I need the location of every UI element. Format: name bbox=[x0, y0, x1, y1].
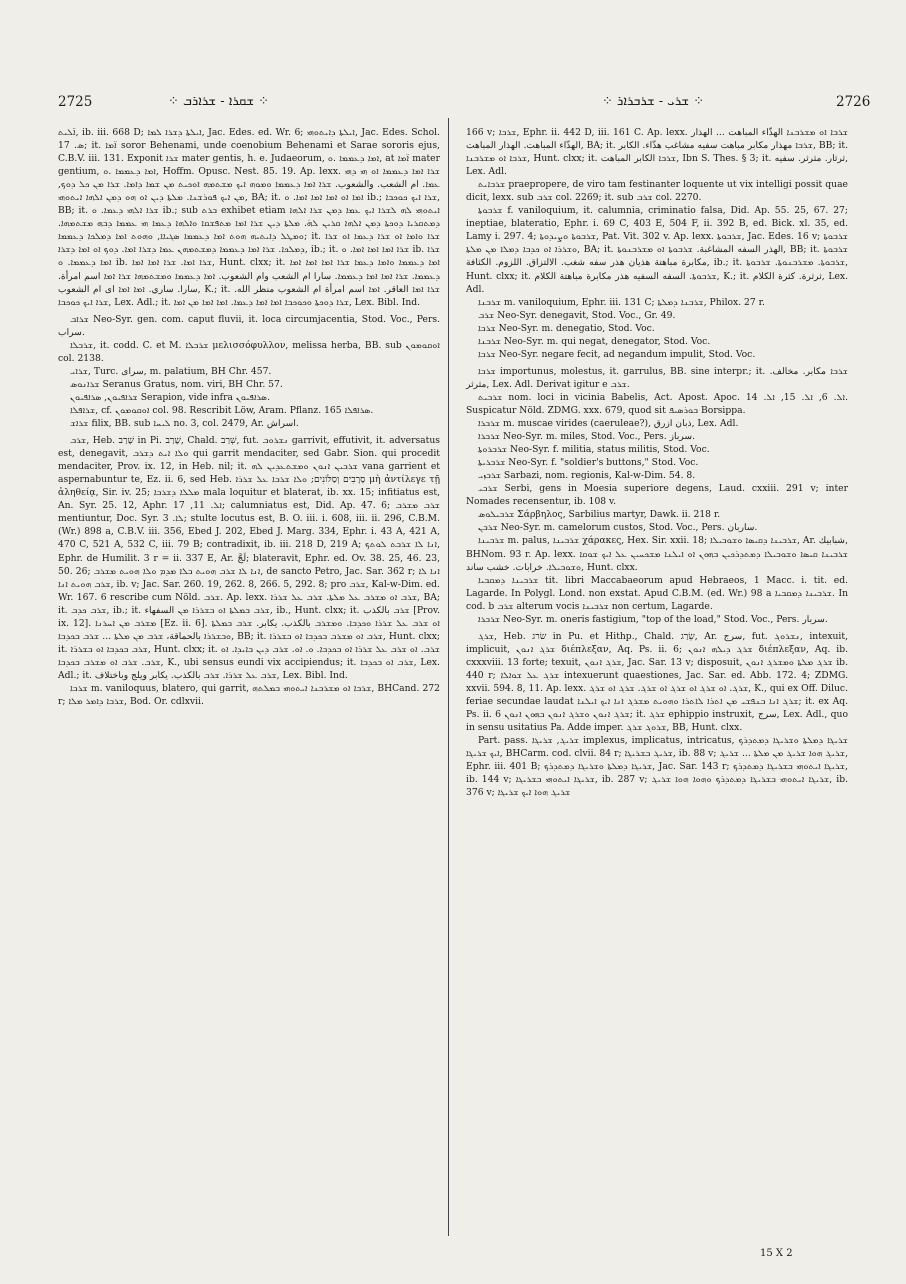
running-head-left: ⁘ ܫܩܪܐ - ܫܪܐܪܒ ⁘ bbox=[168, 94, 270, 109]
entry-paragraph: Part. pass. ܫܪܝܓ, ܫܪܝܓܐ implexus, implicatus, intricatus, ܫܪܝܓܐ ܕܡܠܬܐ ܘܫܪܝܓܐ ܕܡܬܕܪܟ ܐܝܟ ܫܪܝܓܐ, BHCarm. cod. clvii. 84 r; ܫܪܝܓ ܒܫܪܝܓܐ, ib. 88 v; ܫܪܝܓ ܗܘܐ ܫܪܝܓ ܡܢ ܡܠܬܐ ... ܫܪܝܓ, Ephr. iii. 401 B; ܫܪܝܓܐ ܕܡܠܬܐ ܘܫܪܝܓܐ ܕܡܬܕܪܟ, Jac. Sar. 143 r; ܫܪܝܓܐ ܐܝܬܘܗܝ ܒܫܪܝܓܐ ܕܡܬܕܪܟ, ib. 144 v; ܫܪܝܓܐ ܐܝܬܘܗܝ ܒܫܪܝܓܐ, ib. 287 v; ܫܪܝܓܐ ܐܝܬܘܗܝ ܒܫܪܝܓܐ ܕܡܬܕܪܟ ܘܗܘܐ ܗܘܐ ܫܪܝܓ, ib. 376 v; ܫܪܝܓ ܗܘܐ ܐܝܟ ܫܪܝܓܐ bbox=[466, 735, 849, 799]
entry-paragraph: ܫܪܒܢ Neo-Syr. m. camelorum custos, Stod. Voc., Pers. ساربان. bbox=[478, 522, 758, 534]
entry-paragraph: ܫܪܒܠܐ, it. codd. C. et M. ܫܪܒܠܐ μελισσόφυλλον, melissa herba, BB. sub ܐܘܩܘܡܘܢ col. 2138. bbox=[58, 339, 440, 364]
entry-paragraph: ܫܪܒܐ Neo-Syr. negare fecit, ad negandum impulit, Stod. Voc. bbox=[478, 348, 756, 360]
page-number-right: 2726 bbox=[836, 94, 871, 110]
entry-paragraph: ܫܪܒܪܐ Neo-Syr. m. miles, Stod. Voc., Pers. سرباز. bbox=[478, 431, 696, 443]
entry-paragraph: ܫܪܒܐ Neo-Syr. m. denegatio, Stod. Voc. bbox=[478, 322, 655, 334]
entry-paragraph: 166 v; ܫܪܒܐ, Ephr. ii. 442 D, iii. 161 C. Ap. lexx. ܫܪܒܐ ܐܘ ܡܫܪܒܢܐ الهذّاء المباهت ... الهذار الهذّاء المباهت. الهذار المباهت, BA; it. ܫܪܒܐ مهذار مكابر مباهت سفيه مشاغب هذّاء. الكابر, BB; it. ܫܪܒܐ ܐܘ ܡܫܪܒܢܐ, Hunt. clxx; it. ܫܪܒܐ الكابر المباهت, Ibn S. Thes. § 3; it. ثرثار. مثرثر. سفيه, Lex. Adl. bbox=[466, 127, 848, 178]
entry-paragraph: ܫܪܒܪܐ m. muscae virides (caeruleae?), ذبان ازرق, Lex. Adl. bbox=[478, 418, 739, 430]
entry-paragraph: ܫܪܒܝܠܘܣ Σάρβηλος, Sarbilius martyr, Dawk. ii. 218 r. bbox=[478, 509, 721, 521]
entry-paragraph: ܫܪܒܐ m. vaniloquus, blatero, qui garrit, ܫܪܒܐ ܐܘ ܡܫܪܒܢܐ ܐܝܬܘܗܝ ܒܡܠܬܗ, BHCand. 272 r; ܫܪܒܐ ܕܐܡܪ ܡܠܐ, Bod. Or. cdlxvii. bbox=[58, 682, 441, 708]
entry-paragraph: ܫܪܒܘܬܐ f. vaniloquium, it. calumnia, criminatio falsa, Did. Ap. 55. 25, 67. 27; ineptiae, blateratio, Ephr. i. 69 C, 403 E, 504 F, ii. 392 B, ed. Bick. xl. 35, ed. Lamy i. 297. 4; ܫܪܒܘܬܐ ܘܨܝܕܘܬܐ, Pat. Vit. 302 v. Ap. lexx. ܫܪܒܘܬܐ, Jac. Edes. 16 v; ܫܪܒܘܬܐ ܘܫܪܪܐ ܐܘ ܟܕܒܐ ܕܡܠܐ ܡܢ ܡܠܬܐ, BA; it. الهذر السفه المشاغبة. ܫܪܒܘܬܐ ܐܘ ܡܫܪܒܢܘܬܐ, BB; it. ܫܪܒܘܬܐ مكابرة مباهتة هذيان هذر سفه شغب. الالتزاق. اللزوم. الكثافة, ib.; it. ܫܪܒܘܬܐ. ܡܫܪܒܢܘܬܐ. ܫܪܒܘܬܐ, Hunt. clxx; it. ܫܪܒܘܬܐ. السفه السفيه هذر مكابرة مباهتة الكلام, K.; it. ثرثرة. كثرة الكلام, Lex. Adl. bbox=[466, 205, 849, 295]
entry-paragraph: ܫܪܒܐ importunus, molestus, it. garrulus, BB. sine interpr.; it. ܫܪܒܐ مكابر. مخالف. مثرثر, Lex. Adl. Derivat igitur e ܫܪܒ. bbox=[466, 365, 848, 390]
entry-paragraph: ܫܪܒܝܬ nom. loci in vicinia Babelis, Act. Apost. Apoc. ܐܠ. 6, ܐܠ. 15, ܐܠ. 14. Suspicatur Nöld. ZDMG. xxx. 679, quod sit ܒܘܪܣܝܦ Borsippa. bbox=[466, 391, 848, 416]
entry-paragraph: ܫܪܐܦܝܘܢ, ܣܪܐܦܝܘܢ Serapion, vide infra ܣܪܐܦܝܘܢ. bbox=[70, 391, 271, 403]
entry-paragraph: ܐ̈ܠܝܬ, ib. iii. 668 D; ܐܝܠܬܐ ܕܫܪܐ ܠܡܐ, Jac. Edes. ed. Wr. 6; ܐܝܠܬܐ ܕܐܝܬܘܗܝ, Jac. Edes. Schol. ܣ. 17; it. ܐ̈ܡܐ soror Behenami, unde coenobium Behenami et Sarae sororis ejus, C.B.V. iii. 131. Exponit ܫܪܐ mater gentis, h. e. Judaeorum, ܐܡܐ ܕܥܡܡܐ .ܘ, at ܐ̈ܡܐ mater gentium, ܐܡܐ ܕܥܡܡܐ .ܘ, Hoffm. Opusc. Nest. 85. 19. Ap. lexx. ܫܪܐ ܐܡܐ ܕܥܡܡܐ ܐܘ ܗܝ ܕܗܝ ܥܡܐ. ام الشعب. والشعوب. ܫܪܐ ܐܡܐ ܕܥܡܡܐ ܘܡܘܗ ܐܝܟ ܡܫܬܡܗ ܐܘܟܝܬ ܡܢ ܫܡܐ ܕܐܡܐ. ܫܪܐ ܡܢ ܟܠ ܕܘܟ, ܡܢ ܐܝܟ ܦܘܪܫܢܐ. ܡܠܬܐ ܕܝܢ ܐܘ ܗܘ ܕܡܢ ܐܠܗܐ ܐܝܬܘܗܝ, BA; it. ܐܡܐ ܐܘ ܐܡܐ ܐܡܐ ܐܡܐ. ܘ ib.; ܫܪܐ ܐܝܟ ܟܘܟܒܐ, BB; it. ܫܪܐ ܐܠܗܝ ܕܥܡܐ. ܘ ib.; sub ܒܪܬ exhibet etiam ܐܝܬܘܗܝ ܠܗ ܠܫܪܐ ܐܝܟ ܥܡܐ ܕܡܢ ܫܪܐ ܐܠܗܐ ܕܡܬܩܪܝܐ ܕܘܟܬܐ ܕܡܢ ܐܠܗܐ ܩܪܝܢ ܠܗܿ. ܡܠܬܐ ܕܝܢ ܫܪܐ ܐܡܐ ܡܬܦܫܩܐ ܘܐܠܗܐ ܕܥܡܐ ܗܝ ܥܡܡܐ ܕܒܗ ܡܫܬܡܗܐ. ܘܡܛܠ ܕܐܝܬܝܗ ܗܘܬ ܐܡܐ ܕܥܡܡܐ ܣܓܝܐܐ, ܘܗܘܬ ܐܡܐ ܕܡܠܟܐ ܕܥܡܡܐ; it. ܫܪܐ ܘܐܡܐ ܐܘ ܫܪܐ ܕܥܡܐ ܐܘ ܫܪܐ ܕܡܠܟܐ. ܫܪܐ ܐܡܐ ܕܥܡܡܐ ܕܡܫܬܡܗܢ ܥܡܐ ܕܫܪܐ ܐܡܐ. ܕܘܟ ܐܘ ܐܡܐ ܕܫܪܐ, ib.; it. ܫܪܐ ܐܡܐ ܐܡܐ ܐܡܐ. ܘ ib. ܫܪܐ ܐܡܐ ܕܥܡܡܐ. ܘ ib. ܫܪܐ ܐܡܐ. ܫܪܐ ܐܡܐ ܐܡܐ, Hunt. clxx; it. ܐܡܐ ܕܥܡܡܐ ܘܐܡܐ ܕܥܡܐ ܫܪܐ ܐܡܐ ܐܡܐ ܐܡܐ ܕܥܡܡܐ. ܫܪܐ ܐܡܐ ܐܡܐ ܕܥܡܡܐ. سارا ام الشعب وام الشعوب. ܐܡܐ ܕܥܡܡܐ ܘܡܫܬܡܗܐ ܫܪܐ ܐܡܐ اسم امرأة. سارا. ساري. ܐܡܐ ܐܡܐ اى ام الشعوب, K.; it. ܫܪܐ ܐܡܐ العاقر. ܐܡܐ اسم امرأة ام الشعوب منظر الله. ܫܪܐ ܐܝܟ ܟܘܟܒܐ, Lex. Adl.; it. ܫܪܐ ܕܘܟܬܐ ܘܟܘܟܒܐ ܐܡܐ ܐܡܐ ܕܥܡܐ. ܐܡܐ ܐܡܐ ܡܢ ܐܡܐ, Lex. Bibl. Ind. bbox=[58, 127, 441, 308]
signature-mark: 15 X 2 bbox=[760, 1248, 793, 1259]
entry-paragraph: ܫܪܒ, Heb. שָׁרַב in Pi. שָׁרַב, Chald. שְׁרַב, fut. ܢܫܪܘܒ garrivit, effutivit, it. adversatus est, denegavit, ܘܠܐ ܐܝܬ ܕܫܪܒ qui garrit mendaciter, sed Gabr. Sion. qui procedit mendaciter, Prov. ix. 12, in Heb. nil; it. ܫܪܒܝܢ ܐܢܘܢ ܘܡܫܬܥܕܝܢ ܠܗ vana garrient et aspernabuntur te, Ez. ii. 6, sed Heb. סָרָבִים וְסַלּוֹנִים; ܘܠܐ ܫܪܒܐ ܥܠ ܫܪܪܐ μὴ ἀντίλεγε τῇ ἀληθείᾳ, Sir. iv. 25; ܡܠܠܐ ܕܫܪܒܐ mala loquitur et blaterat, ib. xx. 15; infitiatus est, An. Syr. 25. 12, Aphr. ܐܠ. 11, 17; calumniatus est, Did. Ap. 47. 6; ܫܪܒ ܡܫܪܒ mentiuntur, Doc. Syr. ܠܐ. 3; stulte locutus est, B. O. iii. i. 608, iii. ii. 296, C.B.M. (Wr.) 898 a, C.B.V. iii. 356, Ebed J. 202, Ebed J. Marg. 334, Ephr. i. 43 A, 421 A, 470 C, 521 A, 532 C, iii. 79 B; contradixit, ib. iii. 218 D, 219 A; ܐܢܐ ܠܐ ܫܪܒܬ ܠܘܬܟ, Ephr. de Humilit. 3 r = ii. 337 E, Ar. لَجَّ; blateravit, Ephr. ed. Ov. 38. 25, 46. 23, 50. 26; ܐܢܐ ܠܐ ܫܪܒ ܗܘܝܬ ܒܠܐ ܡܕܡ ܘܠܐ ܗܘܝܬ ܡܫܪܒ, de sancto Petro, Jac. Sar. 362 r; ܐܢܐ ܠܐ ܫܪܒ ܗܘܝܬ ܐܢܐ, ib. v; Jac. Sar. 260. 19, 262. 8, 266. 5, 292. 8; pro ܫܪܒ, Kal-w-Dim. ed. Wr. 167. 6 rescribe cum Nöld. ܫܪܒ. Ap. lexx. ܫܪܒ ܐܘ ܡܫܪܒ ܥܠ ܡܠܬܐ. ܫܪܒ ܥܠ ܫܪܪܐ, BA; it. ܫܪܒ ܟܕܒ, ib.; it. ܫܪܒ ܒܡܠܬܐ ܐܘ ܒܫܪܪܐ ܡܢ السفهاء, ib., Hunt. clxx; it. ܫܪܒ بالكذب [Prov. ix. 12]. ܡܫܪܒ ܡܢ ܐܚܪܢܐ [Ez. ii. 6]. ܐܘ ܫܪܒ ܥܠ ܫܪܪܐ ܘܟܕܒܐ. ܘܡܫܪܒ بالكذب. يكابر. ܫܪܒ ܒܡܠܬܐ ܘܒܫܪܪܐ بالحماقة، ܫܪܒ ܡܢ ܡܠܬܐ ... ܫܪܒ ܒܟܕܒܐ, BB; it. ܫܪܒ ܐܘ ܡܫܪܒ ܒܟܕܒܐ ܐܘ ܒܫܪܪܐ, Hunt. clxx; it. ܫܪܒ ܒܟܕܒܐ ܐܘ ܒܫܪܪܐ, Hunt. clxx; it. ܫܪܒ. ܐܘ ܫܪܒ ܥܠ ܫܪܪܐ ܐܘ ܒܟܕܒܐ. ܘ. ܐܘ. ܫܪܒ ܕܝܢ ܒܐܝܕܐ. ܐܘ ܫܪܒ. ܫܪܒ ܐܘ ܡܫܪܒ ܒܟܕܒܐ, K., ubi sensus eundi vix accipiendus; it. ܫܪܒ ܐܘ ܒܟܕܒܐ, Lex. Adl.; it. ܫܪܒ ܥܠ ܫܪܪܐ. ܫܪܒ بالكذب. يكابر ويلج وباختلاف, Lex. Bibl. Ind. bbox=[58, 435, 441, 681]
entry-paragraph: ܫܪܒܢܐ m. vaniloquium, Ephr. iii. 131 C; ܫܪܒܢܐ ܕܡܠܬܐ, Philox. 27 r. bbox=[478, 296, 765, 308]
entry-paragraph: ܫܪܐܒ Neo-Syr. gen. com. caput fluvii, it. loca circumjacentia, Stod. Voc., Pers. سراب. bbox=[58, 313, 440, 338]
entry-paragraph: ܫܪܒܝ Serbi, gens in Moesia superiore degens, Laud. cxxiii. 291 v; inter Nomades recensentur, ib. 108 v. bbox=[466, 483, 848, 508]
right-column bbox=[466, 126, 848, 799]
entry-paragraph: ܫܪܒܐܝܬ praepropere, de viro tam festinanter loquente ut vix intelligi possit quae dicit, lexx. sub ܫܪܒ col. 2269; it. sub ܫܪܒ col. 2270. bbox=[466, 179, 848, 204]
entry-paragraph: ܫܪܒܢܐ Neo-Syr. m. qui negat, denegator, Stod. Voc. bbox=[478, 335, 711, 347]
entry-paragraph: ܫܪܒܙܝ Sarbazi, nom. regionis, Kal-w-Dim. 54. 8. bbox=[478, 470, 696, 482]
left-column bbox=[58, 126, 440, 708]
entry-paragraph: ܫܪܒܪܘܬܐ Neo-Syr. f. militia, status militis, Stod. Voc. bbox=[478, 444, 710, 456]
entry-paragraph: ܫܪܒܝܢܐ ܕܡܩܒܝܐ tit. libri Maccabaeorum apud Hebraeos, 1 Macc. i. tit. ed. Lagarde. In Polygl. Lond. non exstat. Apud C.B.M. (ed. Wr.) 98 a ܫܪܒܝܢܐ ܕܡܩܒܝܐ. In cod. b ܫܪܒ alterum vocis ܫܪܒܝܢܐ non certum, Lagarde. bbox=[466, 574, 849, 612]
entry-paragraph: ܫܪܒ Neo-Syr. denegavit, Stod. Voc., Gr. 49. bbox=[478, 309, 676, 321]
entry-paragraph: ܫܪܒܪܝܬܐ Neo-Syr. f. "soldier's buttons," Stod. Voc. bbox=[478, 457, 699, 469]
column-divider bbox=[448, 118, 449, 1236]
entry-paragraph: ܫܪܒܝܢܐ m. palus, ܫܪܒܝܢܐ χάρακες, Hex. Sir. xxii. 18; ܫܪܒܝܢܐ ܕܩܝܣܐ ܘܫܘܒܝܠܐ, Ar. شبابيك, BHNom. 93 r. Ap. lexx. ܫܪܒܝܢܐ ܩܝܣܐ ܘܫܘܒܝܠܐ ܕܡܬܕܪܟܝܢ ܒܗܘܢ ܐܘ ܐܝܠܢܐ ܡܫܟܚܝܢ ܥܠ ܐܝܟ ܫܘܩܐ ܘܫܘܒܝܠܐ. خرابات. خشب ساند, Hunt. clxx. bbox=[466, 535, 849, 573]
entry-paragraph: ܫܪܐܢܘܣ Seranus Gratus, nom. viri, BH Chr. 57. bbox=[70, 378, 283, 390]
entry-paragraph: ܫܪܐܦܠܐ, cf. ܐܘܩܘܡܘܢ col. 98. Rescribit Löw, Aram. Pflanz. 165 ܣܪܐܦܠܐ. bbox=[70, 404, 374, 416]
entry-paragraph: ܫܪܐܝ, Turc. سراى, m. palatium, BH Chr. 457. bbox=[70, 365, 272, 377]
entry-paragraph: ܫܪܒܪܐ Neo-Syr. m. oneris fastigium, "top of the load," Stod. Voc., Pers. سربار. bbox=[478, 613, 828, 625]
entry-paragraph: ܫܪܓ, Heb. שׂרג in Pu. et Hithp., Chald. שְׂרַג, Ar. سرج, fut. ܢܫܪܘܓ, intexuit, implicuit, ܫܪܓ ܐܢܘܢ διέπλεξαν, Aq. Ps. ii. 6; ܫܪܓ ܕܝܠܗ ܐܢܘܢ διέπλεξαν, Aq. ib. cxxxviii. 13 forte; texuit, ܫܪܓ ܐܢܘܢ, Jac. Sar. 13 v; disposuit, ܫܪܓ ܡܠܬܐ ܘܡܫܪܓ ܐܢܘܢ ib. 440 r; ܫܪܓ ܥܠ ܫܘܐܠܐ intexuerunt quaestiones, Jac. Sar. ed. Abb. 172. 4; ZDMG. xxvii. 594. 8, 11. Ap. lexx. ܫܪܓ. ܐܘ ܫܪܓ ܐܘ ܫܪܓ ܐܘ ܫܪܓ. ܫܪܓ ܐܘ ܫܪܓ, K., qui ex Off. Diluc. feriae secundae laudat ܫܪܓ ܐܢܐ ܒܢܦܫܝ ܡܢ ܐܬܪܐ ܠܐܬܪܐ ܘܗܘܝܬ ܡܫܪܓ ܐܢܐ ܐܝܟ ܐܝܠܢܐ; it. ex Aq. Ps. ii. 6 ܫܪܓ ܐܢܘܢ ܘܫܪܓ ܐܢܘܢ ܒܗܘܢ ܐܢܘܢ; it. ܫܪܓ ephippio instruxit, سرج, Lex. Adl., quo in sensu usitatius Pa. Adde imper. ܫܪܘܓ ܫܪܓ, BB, Hunt. clxx. bbox=[466, 630, 849, 734]
page-number-left: 2725 bbox=[58, 94, 93, 110]
running-head-right: ⁘ ܫܪܝ - ܫܪܒܪܐܪ ⁘ bbox=[602, 94, 705, 109]
entry-paragraph: ܫܪܐܫ filix, BB. sub ܠܝܚܐ no. 3, col. 2479, Ar. اسراش. bbox=[70, 418, 299, 430]
